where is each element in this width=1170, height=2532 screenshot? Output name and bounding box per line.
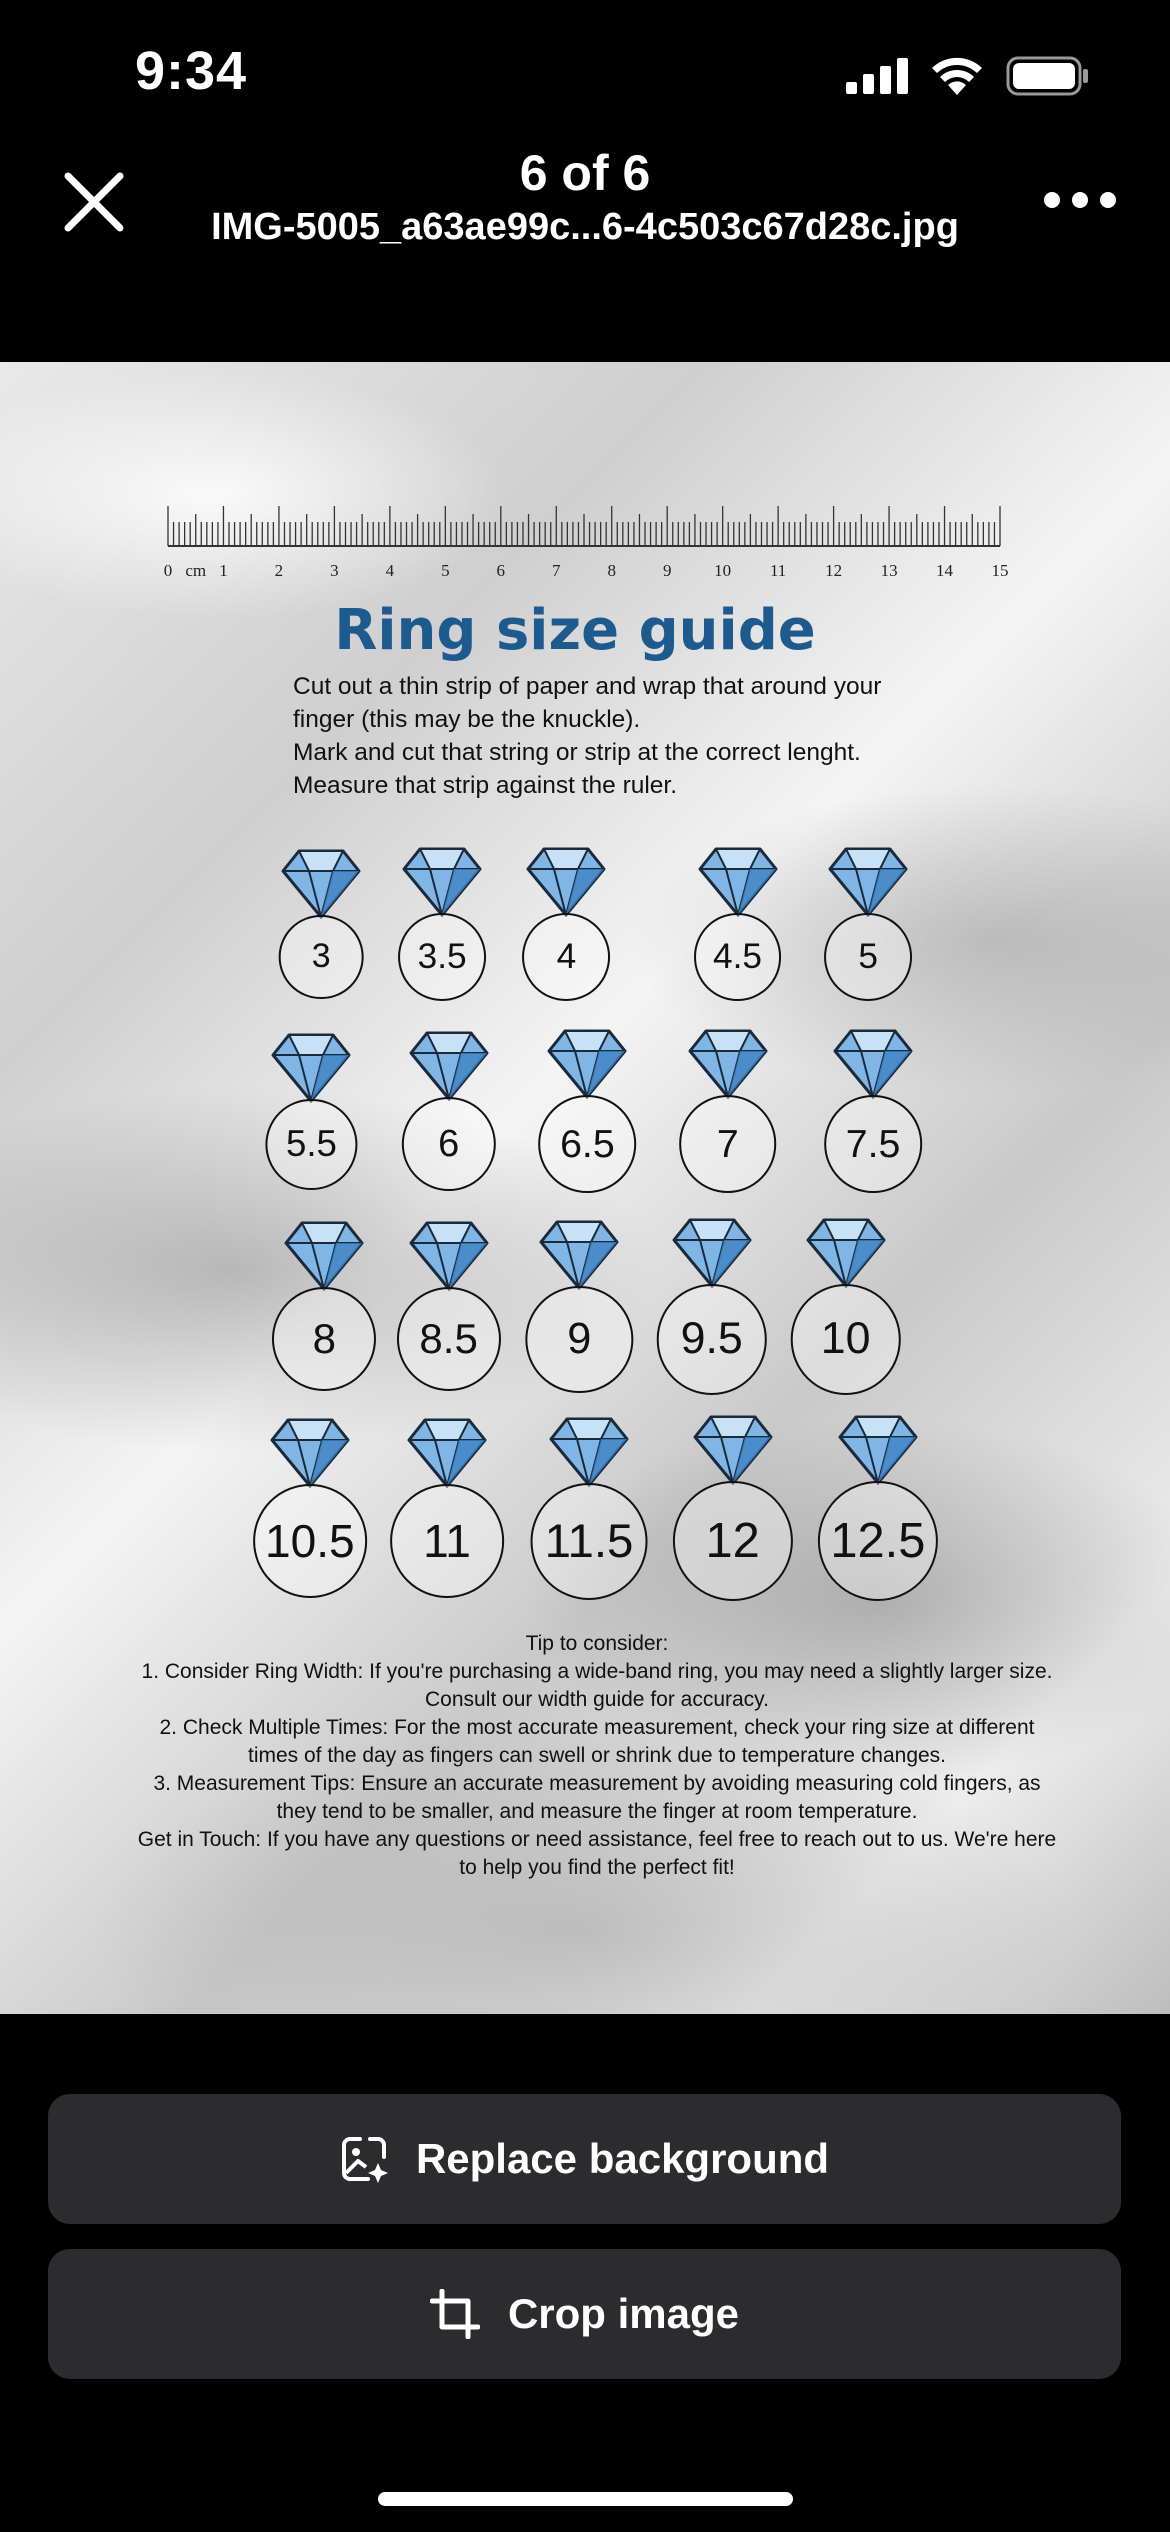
cellular-signal-icon	[846, 58, 908, 94]
ruler-label: 8	[607, 561, 616, 580]
ring-size-label: 5.5	[266, 1099, 357, 1190]
crop-icon	[430, 2289, 480, 2339]
tips	[132, 1630, 1062, 1882]
instruction-line: Cut out a thin strip of paper and wrap that around your	[293, 673, 882, 700]
ring-size-label: 3	[279, 915, 364, 1000]
ring-size-label: 3.5	[398, 913, 486, 1001]
ring-size-label: 4.5	[694, 913, 782, 1001]
diamond-icon	[828, 845, 908, 917]
ring-size-label: 4	[522, 913, 610, 1001]
diamond-icon	[693, 1413, 773, 1485]
ruler-label: 0	[163, 561, 173, 580]
ruler-label: 7	[552, 561, 561, 580]
replace-background-button[interactable]	[48, 2094, 1121, 2224]
tips-heading: Tip to consider:	[525, 1632, 669, 1655]
ruler-label: 6	[496, 561, 506, 580]
status-icons	[846, 56, 1090, 96]
ruler-label: 13	[880, 561, 898, 580]
instruction-line: Mark and cut that string or strip at the correct lenght.	[293, 739, 861, 766]
diamond-icon	[688, 1027, 768, 1099]
crop-image-button[interactable]	[48, 2249, 1121, 2379]
diamond-icon	[833, 1027, 913, 1099]
diamond-icon	[407, 1416, 487, 1488]
ruler-label: 2	[274, 561, 284, 580]
ruler-label: 14	[936, 561, 954, 580]
more-icon[interactable]	[1042, 180, 1118, 220]
instruction-line: finger (this may be the knuckle).	[293, 706, 641, 733]
ruler-unit-label: cm	[185, 561, 207, 580]
diamond-icon	[281, 847, 361, 919]
diamond-icon	[270, 1416, 350, 1488]
ring-size-label: 5	[824, 913, 912, 1001]
diamond-icon	[539, 1218, 619, 1290]
diamond-icon	[409, 1219, 489, 1291]
ruler-label: 5	[441, 561, 450, 580]
diamond-icon	[549, 1415, 629, 1487]
guide-title: Ring size guide	[334, 598, 816, 663]
ring-size-label: 6	[401, 1097, 495, 1191]
diamond-icon	[806, 1216, 886, 1288]
diamond-icon	[402, 845, 482, 917]
diamond-icon	[698, 845, 778, 917]
ruler-label: 9	[662, 561, 672, 580]
tip-item: 3. Measurement Tips: Ensure an accurate measurement by avoiding measuring cold fingers, as they tend to be smaller, and measure the finger at room temperature.	[153, 1772, 1041, 1823]
instruction-line: Measure that strip against the ruler.	[293, 772, 678, 799]
replace-background-label: Replace background	[415, 2135, 830, 2182]
ring-size-label: 10	[790, 1284, 901, 1395]
battery-icon	[1006, 56, 1090, 96]
ruler-label: 4	[385, 561, 395, 580]
tip-item: Get in Touch: If you have any questions or need assistance, feel free to reach out to us. We're here to help you find the perfect fit!	[137, 1828, 1057, 1879]
ring-size-label: 12.5	[818, 1481, 938, 1601]
ruler-label: 11	[769, 561, 787, 580]
ruler-label: 1	[219, 561, 228, 580]
diamond-icon	[526, 845, 606, 917]
page-counter: 6 of 6	[519, 145, 651, 201]
file-name: IMG-5005_a63ae99c...6-4c503c67d28c.jpg	[211, 206, 959, 248]
ring-size-label: 7	[679, 1095, 777, 1193]
ring-size-label: 9.5	[656, 1284, 767, 1395]
diamond-icon	[672, 1216, 752, 1288]
ruler-label: 3	[330, 561, 339, 580]
displayed-image	[0, 362, 1170, 2014]
diamond-icon	[838, 1413, 918, 1485]
tip-item: 1. Consider Ring Width: If you're purchasing a wide-band ring, you may need a slightly larger size. Consult our width guide for accuracy.	[141, 1660, 1053, 1711]
ruler-label: 10	[714, 561, 732, 580]
diamond-icon	[284, 1219, 364, 1291]
viewer-header	[0, 140, 1170, 360]
diamond-icon	[271, 1031, 351, 1103]
ring-size-label: 12	[673, 1481, 793, 1601]
status-bar	[0, 0, 1170, 140]
crop-image-label: Crop image	[507, 2290, 740, 2337]
ring-size-label: 10.5	[253, 1484, 367, 1598]
wifi-icon	[930, 57, 984, 95]
ring-size-label: 11.5	[531, 1483, 648, 1600]
ring-size-label: 8	[272, 1287, 376, 1391]
ruler-label: 15	[991, 561, 1009, 580]
status-time: 9:34	[135, 41, 248, 101]
ring-size-label: 8.5	[397, 1287, 501, 1391]
ring-size-label: 7.5	[824, 1095, 922, 1193]
home-indicator	[378, 2492, 793, 2506]
diamond-icon	[409, 1029, 489, 1101]
tip-item: 2. Check Multiple Times: For the most accurate measurement, check your ring size at different times of the day as fingers can swell or shrink due to temperature changes.	[159, 1716, 1035, 1767]
ring-size-label: 6.5	[539, 1095, 637, 1193]
ring-size-label: 11	[390, 1484, 504, 1598]
sparkle-image-icon	[340, 2135, 388, 2183]
diamond-icon	[547, 1027, 627, 1099]
ruler-label: 12	[825, 561, 843, 580]
ring-size-label: 9	[526, 1286, 633, 1393]
